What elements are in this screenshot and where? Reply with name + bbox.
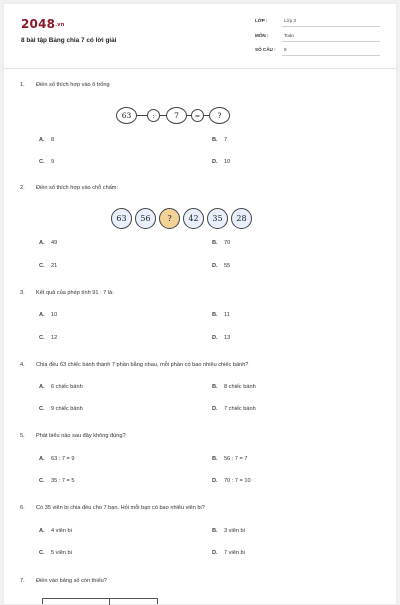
option-letter: A. <box>39 137 45 143</box>
question-7-text <box>20 578 107 584</box>
question-prompt: Điền vào bảng số còn thiếu? <box>36 578 107 584</box>
option-letter: B. <box>212 456 218 462</box>
answer-option[interactable] <box>212 406 256 412</box>
meta-subject <box>255 33 380 42</box>
answer-option[interactable] <box>212 478 251 484</box>
meta-label: MÔN : <box>255 33 269 38</box>
option-text: 10 <box>224 159 231 165</box>
option-text: 13 <box>224 335 231 341</box>
option-text: 9 <box>51 159 55 165</box>
answer-option[interactable] <box>212 137 227 143</box>
option-letter: C. <box>39 263 45 269</box>
option-text: 12 <box>51 335 58 341</box>
option-letter: D. <box>212 406 218 412</box>
answer-option[interactable] <box>212 159 230 165</box>
question-6-text <box>20 505 205 511</box>
option-text: 4 viên bi <box>51 528 72 534</box>
meta-question-count <box>255 47 380 56</box>
question-prompt: Kết quả của phép tính 91 : 7 là: <box>36 290 114 296</box>
answer-option[interactable] <box>39 240 57 246</box>
meta-value: 8 <box>284 47 287 52</box>
answer-option[interactable] <box>39 478 74 484</box>
question-3-text <box>20 290 114 296</box>
option-text: 8 chiếc bánh <box>224 384 256 390</box>
option-text: 10 <box>51 312 58 318</box>
option-letter: A. <box>39 528 45 534</box>
option-letter: A. <box>39 384 45 390</box>
answer-option[interactable] <box>39 137 54 143</box>
sequence-bubble: 42 <box>183 208 204 229</box>
answer-option[interactable] <box>39 263 57 269</box>
option-letter: C. <box>39 159 45 165</box>
option-text: 49 <box>51 240 58 246</box>
option-text: 56 : 7 = 7 <box>224 456 248 462</box>
question-number: 5. <box>20 433 25 439</box>
option-letter: A. <box>39 312 45 318</box>
option-text: 11 <box>224 312 230 318</box>
question-number: 2. <box>20 185 25 191</box>
meta-underline <box>282 41 380 42</box>
option-letter: B. <box>212 528 218 534</box>
answer-option[interactable] <box>212 456 247 462</box>
option-letter: A. <box>39 240 45 246</box>
option-letter: B. <box>212 384 218 390</box>
question-prompt: Có 35 viên bi chia đều cho 7 bạn. Hỏi mỗi bạn có bao nhiêu viên bi? <box>36 505 205 511</box>
option-text: 6 chiếc bánh <box>51 384 83 390</box>
answer-option[interactable] <box>39 528 72 534</box>
option-text: 55 <box>224 263 231 269</box>
meta-underline <box>282 55 380 56</box>
equation-bubble: 7 <box>166 107 187 124</box>
question-prompt: Phát biểu nào sau đây không đúng? <box>36 433 126 439</box>
question-number: 3. <box>20 290 25 296</box>
worksheet-page <box>4 4 396 604</box>
option-letter: D. <box>212 335 218 341</box>
option-letter: C. <box>39 335 45 341</box>
meta-label: SỐ CÂU : <box>255 47 276 52</box>
question-4-text <box>20 362 248 368</box>
answer-option[interactable] <box>212 240 230 246</box>
option-text: 7 <box>224 137 228 143</box>
worksheet-title: 8 bài tập Bảng chia 7 có lời giải <box>21 37 117 44</box>
option-letter: D. <box>212 478 218 484</box>
meta-grade <box>255 18 380 27</box>
question-prompt: Điền số thích hợp vào ô trống <box>36 82 110 88</box>
sequence-bubble: 35 <box>207 208 228 229</box>
header-divider <box>4 68 396 69</box>
option-text: 5 viên bi <box>51 550 72 556</box>
meta-value: Toán <box>284 33 294 38</box>
option-text: 70 : 7 = 10 <box>224 478 251 484</box>
option-text: 3 viên bi <box>224 528 245 534</box>
meta-label: LỚP : <box>255 18 268 23</box>
answer-option[interactable] <box>39 312 57 318</box>
answer-option[interactable] <box>39 406 83 412</box>
missing-number-table <box>42 598 158 604</box>
question-number: 4. <box>20 362 25 368</box>
logo-suffix: .vn <box>55 22 65 28</box>
meta-value: Lớp 3 <box>284 18 296 23</box>
sequence-bubble: 63 <box>111 208 132 229</box>
question-number: 6. <box>20 505 25 511</box>
option-text: 35 : 7 = 5 <box>51 478 75 484</box>
option-letter: B. <box>212 312 218 318</box>
answer-option[interactable] <box>212 384 256 390</box>
answer-option[interactable] <box>212 263 230 269</box>
option-text: 9 chiếc bánh <box>51 406 83 412</box>
option-letter: C. <box>39 550 45 556</box>
sequence-missing-bubble: ? <box>159 208 180 229</box>
answer-option[interactable] <box>39 335 57 341</box>
answer-option[interactable] <box>39 384 83 390</box>
worksheet-header <box>4 4 396 68</box>
equation-bubble: = <box>191 109 204 122</box>
answer-option[interactable] <box>39 456 74 462</box>
question-number: 1. <box>20 82 25 88</box>
equation-bubble: ? <box>209 107 230 124</box>
question-1-text <box>20 82 110 88</box>
option-letter: C. <box>39 478 45 484</box>
answer-option[interactable] <box>212 335 230 341</box>
option-text: 7 viên bi <box>224 550 245 556</box>
answer-option[interactable] <box>212 550 245 556</box>
question-5-text <box>20 433 126 439</box>
option-letter: D. <box>212 159 218 165</box>
answer-option[interactable] <box>39 550 72 556</box>
question-number: 7. <box>20 578 25 584</box>
question-prompt: Điền số thích hợp vào chỗ chấm: <box>36 185 119 191</box>
answer-option[interactable] <box>212 528 245 534</box>
logo-text: 2048 <box>21 17 56 31</box>
equation-bubble: : <box>147 109 160 122</box>
option-letter: B. <box>212 137 218 143</box>
answer-option[interactable] <box>39 159 54 165</box>
option-text: 70 <box>224 240 231 246</box>
option-letter: A. <box>39 456 45 462</box>
site-logo[interactable] <box>21 17 65 31</box>
option-text: 21 <box>51 263 58 269</box>
meta-underline <box>282 26 380 27</box>
option-letter: B. <box>212 240 218 246</box>
answer-option[interactable] <box>212 312 230 318</box>
sequence-bubble: 28 <box>231 208 252 229</box>
equation-bubble: 63 <box>116 107 137 124</box>
question-prompt: Chia đều 63 chiếc bánh thành 7 phần bằng nhau, mỗi phần có bao nhiêu chiếc bánh? <box>36 362 249 368</box>
option-letter: D. <box>212 550 218 556</box>
option-text: 8 <box>51 137 55 143</box>
question-2-text <box>20 185 118 191</box>
option-text: 7 chiếc bánh <box>224 406 256 412</box>
option-letter: D. <box>212 263 218 269</box>
sequence-bubble: 56 <box>135 208 156 229</box>
option-text: 63 : 7 = 9 <box>51 456 75 462</box>
option-letter: C. <box>39 406 45 412</box>
